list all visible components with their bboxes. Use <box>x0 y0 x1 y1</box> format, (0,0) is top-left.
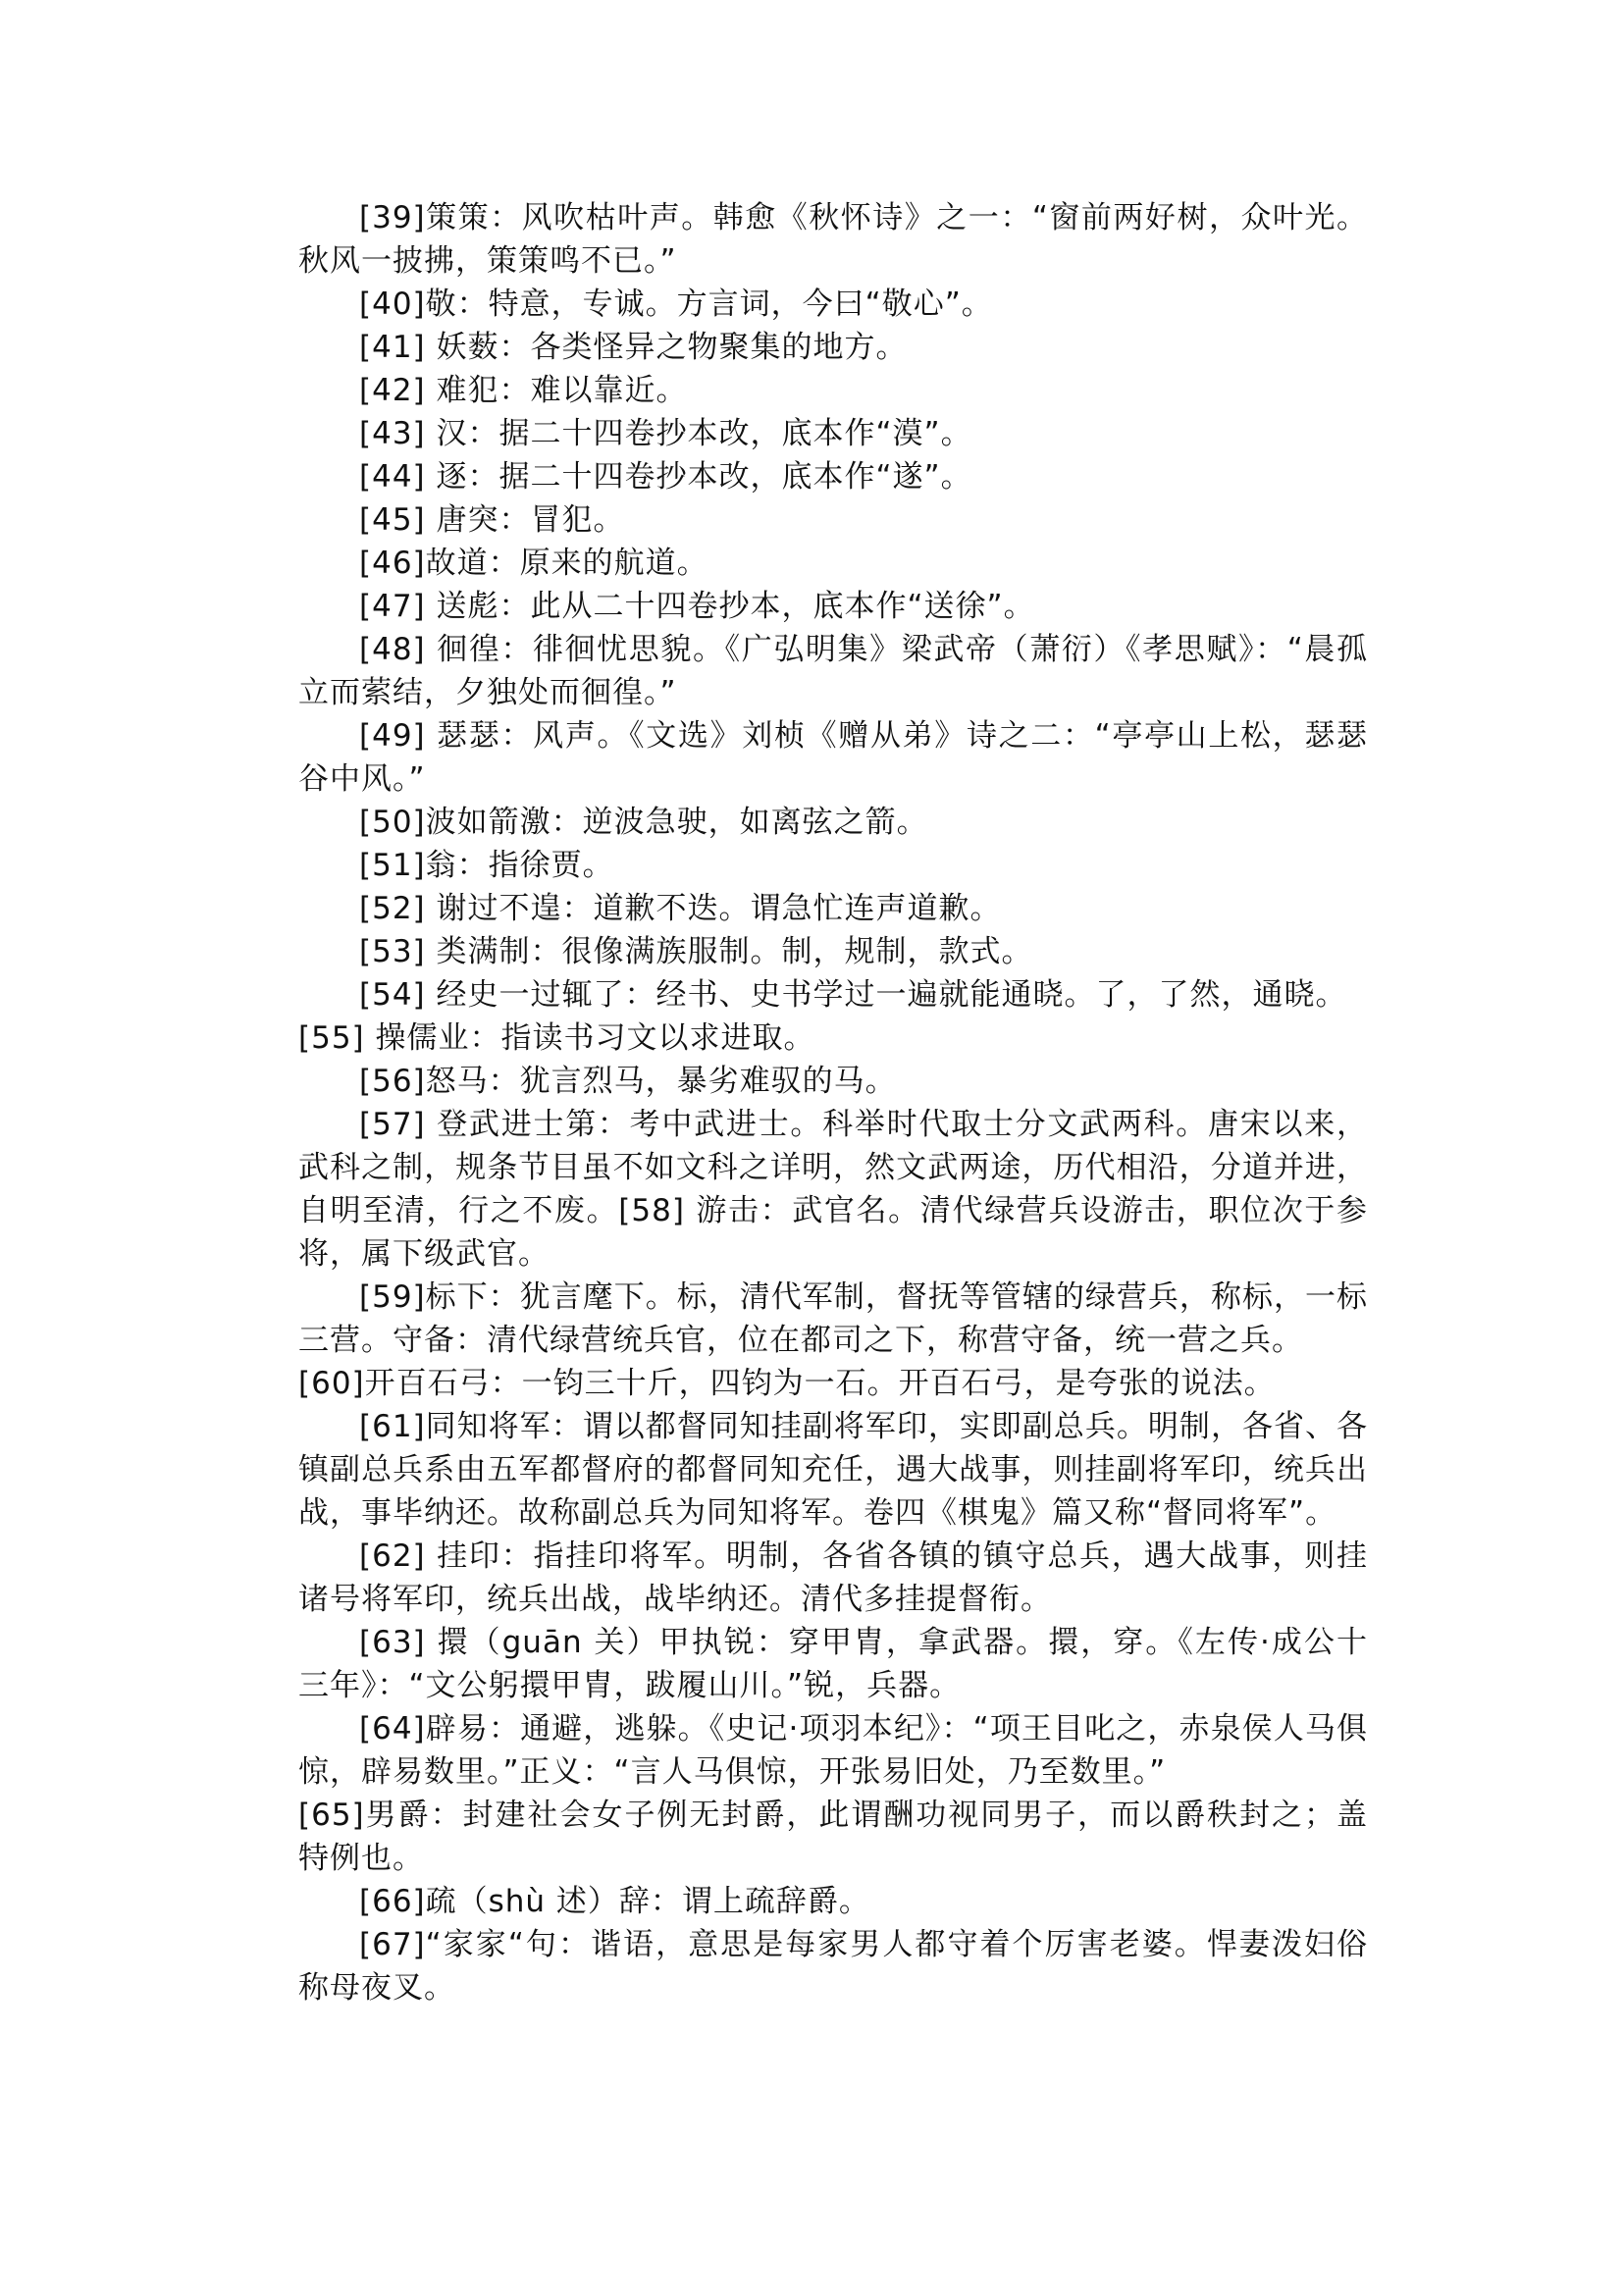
note-56: [56]怒马：犹言烈马，暴劣难驭的马。 <box>359 1064 897 1099</box>
note-41: [41] 妖薮：各类怪异之物聚集的地方。 <box>359 330 908 365</box>
note-53: [53] 类满制：很像满族服制。制，规制，款式。 <box>359 934 1033 969</box>
note-62: [62] 挂印：指挂印将军。明制，各省各镇的镇守总兵，遇大战事，则挂诸号将军印，统兵出战，战毕纳还。清代多挂提督衔。 <box>298 1538 1368 1617</box>
note-48: [48] 徊徨：徘徊忧思貌。《广弘明集》梁武帝（萧衍）《孝思赋》：“晨孤立而萦结，夕独处而徊徨。” <box>298 632 1368 710</box>
note-64: [64]辟易：通避，逃躲。《史记·项羽本纪》：“项王目叱之，赤泉侯人马俱惊，辟易数里。”正义：“言人马俱惊，开张易旧处，乃至数里。” <box>298 1711 1368 1790</box>
note-63: [63] 擐（guān 关）甲执锐：穿甲胄，拿武器。擐，穿。《左传·成公十三年》：“文公躬擐甲胄，跋履山川。”锐，兵器。 <box>298 1625 1368 1703</box>
note-40: [40]敬：特意，专诚。方言词，今曰“敬心”。 <box>359 287 993 322</box>
note-39: [39]策策：风吹枯叶声。韩愈《秋怀诗》之一：“窗前两好树，众叶光。秋风一披拂，策策鸣不已。” <box>298 200 1368 279</box>
note-45: [45] 唐突：冒犯。 <box>359 502 625 538</box>
note-61: [61]同知将军：谓以都督同知挂副将军印，实即副总兵。明制，各省、各镇副总兵系由五军都督府的都督同知充任，遇大战事，则挂副将军印，统兵出战，事毕纳还。故称副总兵为同知将军。卷四《棋鬼》篇又称“督同将军”。 <box>298 1409 1368 1531</box>
note-54: [54] 经史一过辄了：经书、史书学过一遍就能通晓。了，了然，通晓。 <box>359 977 1347 1013</box>
note-55: [55] 操儒业：指读书习文以求进取。 <box>298 1020 815 1056</box>
note-50: [50]波如箭激：逆波急驶，如离弦之箭。 <box>359 805 928 840</box>
note-46: [46]故道：原来的航道。 <box>359 546 708 581</box>
note-65: [65]男爵：封建社会女子例无封爵，此谓酬功视同男子，而以爵秩封之；盖特例也。 <box>298 1798 1368 1876</box>
note-66: [66]疏（shù 述）辞：谓上疏辞爵。 <box>359 1884 870 1919</box>
note-60: [60]开百石弓：一钧三十斤，四钧为一石。开百石弓，是夸张的说法。 <box>298 1366 1276 1401</box>
note-44: [44] 逐：据二十四卷抄本改，底本作“遂”。 <box>359 459 972 495</box>
note-57-58: [57] 登武进士第：考中武进士。科举时代取士分文武两科。唐宋以来，武科之制，规条节目虽不如文科之详明，然文武两途，历代相沿，分道并进，自明至清，行之不废。[58] 游击：武官名。清代绿营兵设游击，职位次于参将，属下级武官。 <box>298 1107 1368 1272</box>
note-42: [42] 难犯：难以靠近。 <box>359 373 688 408</box>
note-47: [47] 送彪：此从二十四卷抄本，底本作“送徐”。 <box>359 589 1035 624</box>
annotation-notes <box>298 196 1368 2009</box>
note-52: [52] 谢过不遑：道歉不迭。谓急忙连声道歉。 <box>359 891 1002 926</box>
note-67: [67]“家家“句：谐语，意思是每家男人都守着个厉害老婆。悍妻泼妇俗称母夜叉。 <box>298 1927 1368 2006</box>
note-59: [59]标下：犹言麾下。标，清代军制，督抚等管辖的绿营兵，称标，一标三营。守备：清代绿营统兵官，位在都司之下，称营守备，统一营之兵。 <box>298 1279 1368 1358</box>
note-51: [51]翁：指徐贾。 <box>359 848 614 883</box>
note-49: [49] 瑟瑟：风声。《文选》刘桢《赠从弟》诗之二：“亭亭山上松，瑟瑟谷中风。” <box>298 718 1368 797</box>
note-43: [43] 汉：据二十四卷抄本改，底本作“漠”。 <box>359 416 972 451</box>
